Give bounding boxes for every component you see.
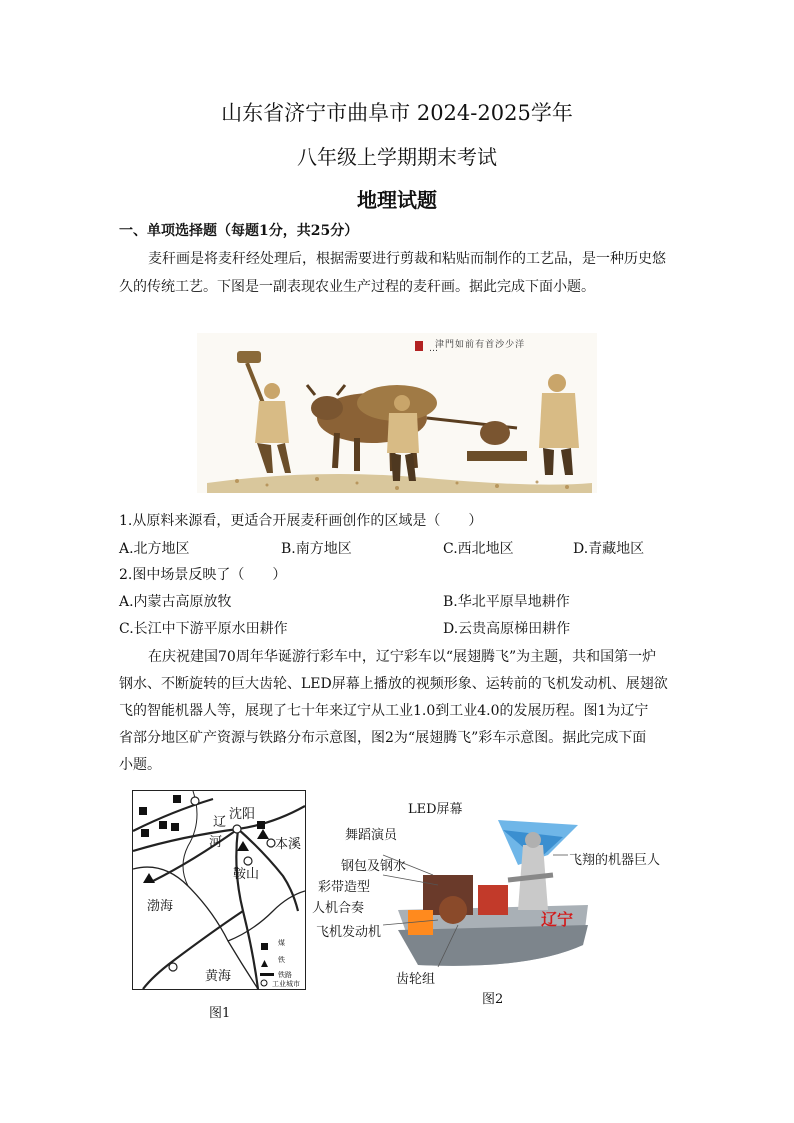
intro-line-2: 久的传统工艺。下图是一副表现农业生产过程的麦秆画。据此完成下面小题。 bbox=[119, 279, 595, 295]
passage2-line-4: 省部分地区矿产资源与铁路分布示意图，图2为“展翅腾飞”彩车示意图。据此完成下面 bbox=[119, 730, 647, 746]
q2-option-c[interactable]: C.长江中下游平原水田耕作 bbox=[119, 621, 288, 637]
q1-option-c[interactable]: C.西北地区 bbox=[443, 541, 514, 557]
map-label-he: 河 bbox=[209, 835, 223, 850]
straw-painting bbox=[197, 333, 597, 493]
q2-option-d[interactable]: D.云贵高原梯田耕作 bbox=[443, 621, 571, 637]
svg-text:…: … bbox=[429, 344, 438, 354]
intro-line-1: 麦秆画是将麦秆经处理后，根据需要进行剪裁和粘贴而制作的工艺品，是一种历史悠 bbox=[148, 251, 666, 267]
q1-option-a[interactable]: A.北方地区 bbox=[119, 541, 190, 557]
q2-option-b[interactable]: B.华北平原旱地耕作 bbox=[443, 594, 570, 610]
figure1-map bbox=[132, 790, 306, 990]
passage2-line-2: 钢水、不断旋转的巨大齿轮、LED屏幕上播放的视频形象、运转前的飞机发动机、展翅欲 bbox=[119, 676, 668, 692]
straw-painting-art bbox=[197, 333, 597, 493]
passage2-line-1: 在庆祝建国70周年华诞游行彩车中，辽宁彩车以“展翅腾飞”为主题，共和国第一炉 bbox=[148, 649, 657, 665]
float-text-liaoning: 辽宁 bbox=[541, 910, 574, 929]
question-1-stem: 1.从原料来源看，更适合开展麦秆画创作的区域是（ ） bbox=[119, 513, 483, 529]
legend-iron: 铁 bbox=[278, 956, 285, 964]
title-line2: 八年级上学期期末考试 bbox=[297, 145, 497, 169]
legend-coal: 煤 bbox=[278, 939, 285, 947]
label-ribbon: 彩带造型 bbox=[318, 880, 371, 895]
label-aircraft-engine: 飞机发动机 bbox=[316, 925, 382, 940]
figure2-float bbox=[378, 815, 598, 980]
title-line1: 山东省济宁市曲阜市 2024-2025学年 bbox=[221, 101, 573, 125]
map-label-anshan: 鞍山 bbox=[233, 867, 260, 882]
label-gears: 齿轮组 bbox=[396, 972, 436, 987]
float-illustration bbox=[378, 815, 598, 980]
passage2-line-5: 小题。 bbox=[119, 757, 161, 773]
q1-option-d[interactable]: D.青藏地区 bbox=[573, 541, 645, 557]
map-label-liao: 辽 bbox=[213, 815, 227, 830]
label-dancers: 舞蹈演员 bbox=[345, 828, 398, 843]
map-label-bohai: 渤海 bbox=[147, 899, 174, 914]
q2-option-a[interactable]: A.内蒙古高原放牧 bbox=[119, 594, 232, 610]
map-label-shenyang: 沈阳 bbox=[229, 807, 256, 822]
figure2-caption: 图2 bbox=[482, 992, 504, 1007]
section-heading: 一、单项选择题（每题1分，共25分） bbox=[119, 223, 359, 239]
map-label-huanghai: 黄海 bbox=[205, 969, 232, 984]
map-label-benxi: 本溪 bbox=[275, 837, 302, 852]
label-led-screen: LED屏幕 bbox=[408, 802, 463, 817]
legend-city: 工业城市 bbox=[272, 980, 300, 988]
label-ladle-steel: 钢包及钢水 bbox=[341, 859, 407, 874]
title-line3: 地理试题 bbox=[357, 188, 437, 212]
label-human-machine: 人机合奏 bbox=[312, 901, 365, 916]
q1-option-b[interactable]: B.南方地区 bbox=[281, 541, 352, 557]
question-2-stem: 2.图中场景反映了（ ） bbox=[119, 567, 287, 583]
label-flying-robot: 飞翔的机器巨人 bbox=[569, 853, 661, 868]
passage2-line-3: 飞的智能机器人等，展现了七十年来辽宁从工业1.0到工业4.0的发展历程。图1为辽宁 bbox=[119, 703, 649, 719]
figure1-caption: 图1 bbox=[209, 1006, 231, 1021]
painting-calligraphy: 津門如前有首沙少洋 bbox=[435, 340, 526, 350]
legend-railway: 铁路 bbox=[278, 971, 292, 979]
